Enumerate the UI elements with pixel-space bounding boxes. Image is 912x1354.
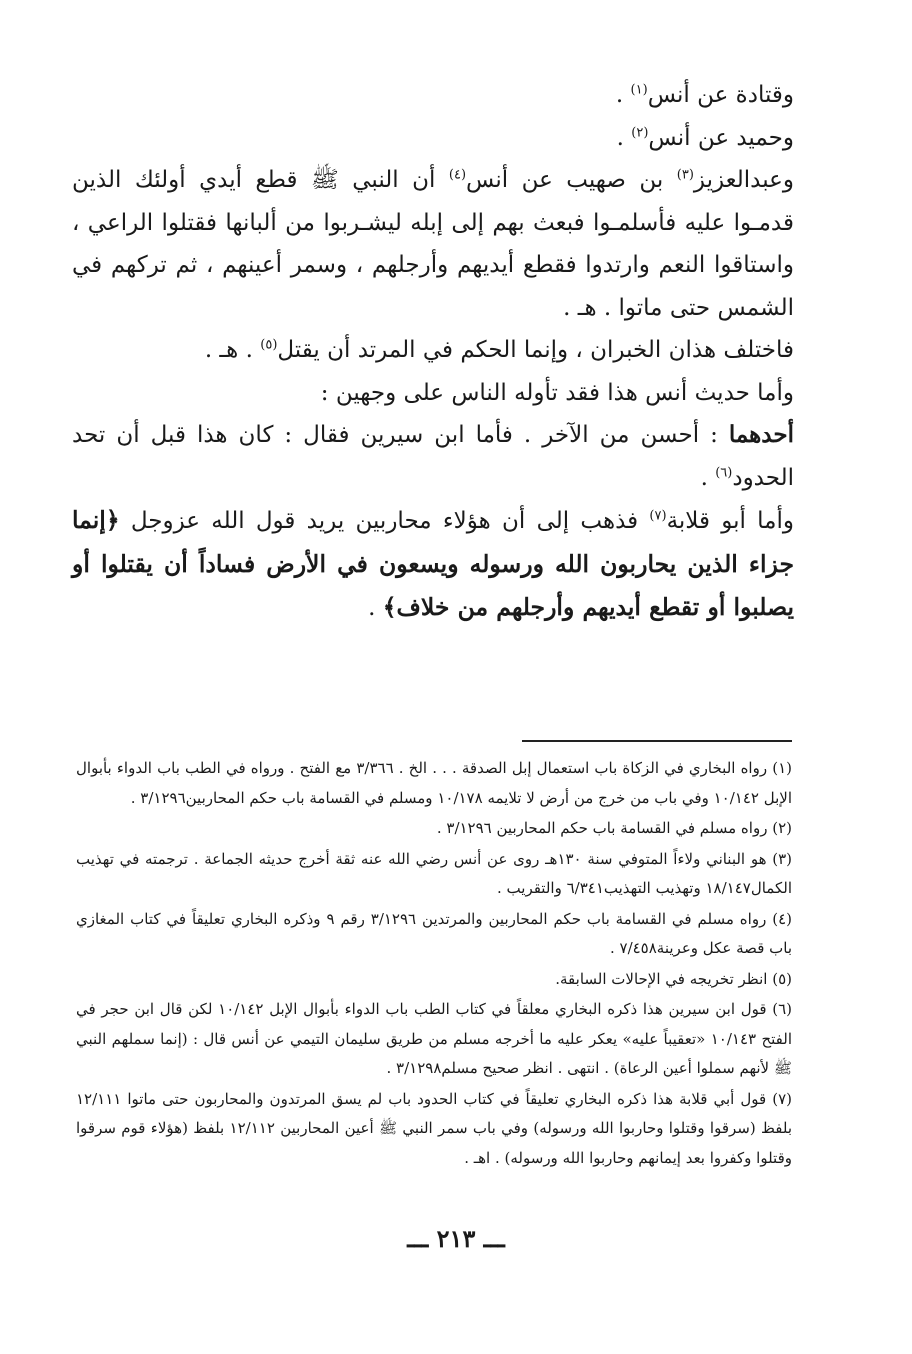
footnote-3: (٣) هو البناني ولاءاً المتوفي سنة ١٣٠هـ روى عن أنس رضي الله عنه ثقة أخرج حديثه الجماعة . ترجمته في تهذيب الكمال١٨/١٤٧ وتهذيب التهذيب٦/٣٤١ والتقريب . [76,849,793,897]
text: وعبدالعزيز [693,167,795,193]
paragraph-5 [72,372,794,415]
page-number: ـــ ٢١٣ ـــ [407,1224,505,1253]
footnote-ref: (٥) [260,337,278,353]
footnote-1: (١) رواه البخاري في الزكاة باب استعمال إبل الصدقة . . . الخ . ٣/٣٦٦ مع الفتح . ورواه في الطب باب الدواء بأبوال الإبل ١٠/١٤٢ وفي باب من خرج من أرض لا تلايمه ١٠/١٧٨ ومسلم في القسامة باب حكم المحاربين٣/١٢٩٦ . [76,759,792,807]
footnote-divider [522,740,792,742]
quran-verse: ﴿إنما جزاء الذين يحاربون الله ورسوله ويسعون في الأرض فساداً أن يقتلوا أو يصلبوا أو تقطع أيديهم وأرجلهم من خلاف﴾ [72,506,794,621]
text: أن النبي ﷺ قطع أيدي أولئك الذين قدمـوا عليه فأسلمـوا فبعث بهم إلى إبله ليشـربوا من ألبانها فقتلوا الراعي ، واستاقوا النعم وارتدوا فقطع أيديهم وأرجلهم ، وسمر أعينهم ، ثم تركهم في الشمس حتى ماتوا . هـ . [72,167,794,321]
text: وأما حديث أنس هذا فقد تأوله الناس على وجهين : [320,379,794,406]
paragraph-6 [72,414,794,499]
paragraph-1 [72,74,794,117]
text: وقتادة عن أنس [647,82,794,108]
footnote-5: (٥) انظر تخريجه في الإحالات السابقة. [555,969,792,988]
paragraph-3 [72,159,794,329]
text: . هـ . [204,337,261,363]
main-text [72,74,794,630]
paragraph-2 [72,117,794,160]
footnote-7: (٧) قول أبي قلابة هذا ذكره البخاري تعليقاً في كتاب الحدود باب لم يسق المرتدون والمحاربون حتى ماتوا ١٢/١١١ بلفظ (سرقوا وقتلوا وحاربوا الله ورسوله) وفي باب سمر النبي ﷺ أعين المحاربين ١٢/١١٢ بلفظ (هؤلاء قوم سرقوا وقتلوا وكفروا بعد إيمانهم وحاربوا الله ورسوله) . اهـ . [76,1089,792,1167]
footnote-2: (٢) رواه مسلم في القسامة باب حكم المحاربين ٣/١٢٩٦ . [436,819,792,837]
text: فاختلف هذان الخبران ، وإنما الحكم في المرتد أن يقتل [277,337,794,363]
footnote-ref: (٢) [631,124,649,140]
text: بن صهيب عن أنس [466,167,677,193]
text: : أحسن من الآخر . فأما ابن سيرين فقال : كان هذا قبل أن تحد الحدود [72,422,794,491]
footnote-ref: (٦) [715,464,733,480]
text: وأما أبو قلابة [666,508,795,534]
text: وحميد عن أنس [648,124,794,151]
paragraph-4 [72,329,794,372]
footnotes [76,754,792,1174]
heading-label: أحدهما [728,421,794,448]
text: . [368,595,383,621]
text: . [616,124,632,151]
text: . [615,82,631,108]
text: . [700,464,716,491]
footnote-ref: (١) [630,82,648,98]
footnote-6: (٦) قول ابن سيرين هذا ذكره البخاري معلقاً في كتاب الطب باب الدواء بأبوال الإبل ١٠/١٤٢ لكن قال ابن حجر في الفتح ١٠/١٤٣ «تعقيباً عليه» يعكر عليه ما أخرجه مسلم من طريق سليمان التيمي عن أنس قال : (إنما سملهم النبي ﷺ لأنهم سملوا أعين الرعاة) . انتهى . انظر صحيح مسلم٣/١٢٩٨ . [76,1000,792,1077]
paragraph-7 [72,499,794,630]
footnote-4: (٤) رواه مسلم في القسامة باب حكم المحاربين والمرتدين ٣/١٢٩٦ رقم ٩ وذكره البخاري تعليقاً في كتاب المغازي باب قصة عكل وعرينة٧/٤٥٨ . [76,909,792,957]
text: فذهب إلى أن هؤلاء محاربين يريد قول الله عزوجل [119,508,650,534]
footnote-ref: (٤) [448,167,467,183]
footnote-ref: (٣) [676,167,694,183]
footnote-ref: (٧) [649,508,667,524]
